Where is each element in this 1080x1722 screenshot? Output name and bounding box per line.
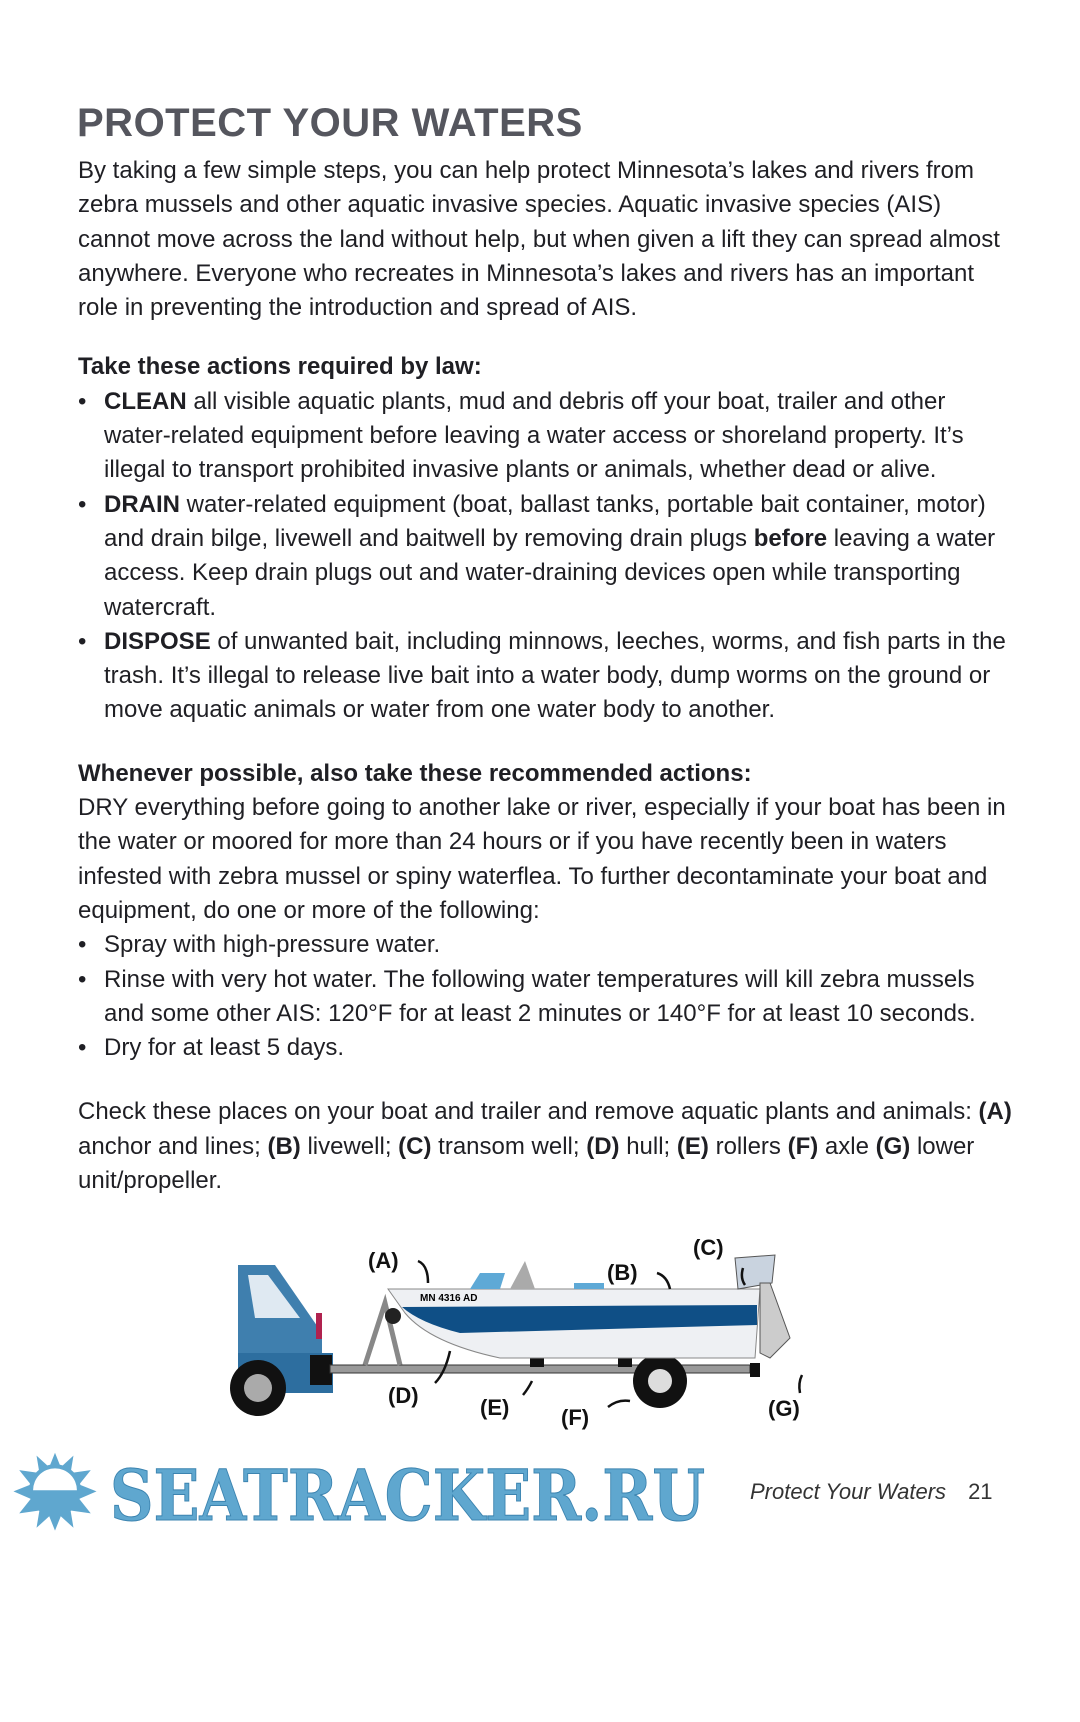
label-c: (C) xyxy=(693,1235,724,1261)
intro-text: By taking a few simple steps, you can help protect Minnesota’s lakes and rivers from zebra mussels and other aquatic invasive species. Aquatic invasive species (AIS) cannot move across the land without help, but when given a lift they can spread almost anywhere. Everyone who recreates in Minnesota’s lakes and rivers has an important role in preventing the introduction and spread of AIS. xyxy=(78,157,1000,322)
required-list xyxy=(78,385,1018,728)
recommended-text: DRY everything before going to another lake or river, especially if your boat has been in the water or moored for more than 24 hours or if you have recently been in waters infested with zebra mussel or spiny waterflea. To further decontaminate your boat and equipment, do one or more of the following: xyxy=(78,794,1006,924)
required-actions xyxy=(78,350,1018,727)
item-lead: CLEAN xyxy=(104,387,187,415)
footer-section-title: Protect Your Waters xyxy=(750,1479,947,1505)
list-item: • Dry for at least 5 days. xyxy=(78,1034,345,1062)
car-illustration xyxy=(230,1265,333,1416)
list-item: • DISPOSE of unwanted bait, including minnows, leeches, worms, and fish parts in the trash. It’s illegal to release live bait into a water body, dump worms on the ground or move aquatic animals or water from one water body to another. xyxy=(78,627,1006,724)
sun-logo-icon xyxy=(10,1447,100,1537)
intro-paragraph xyxy=(78,154,1018,325)
boat-illustration xyxy=(388,1255,790,1358)
item-text: of unwanted bait, including minnows, leeches, worms, and fish parts in the trash. It’s illegal to release live bait into a water body, dump worms on the ground or move aquatic animals or water from one water body to another. xyxy=(104,627,1006,724)
item-text: all visible aquatic plants, mud and debris off your boat, trailer and other water-related equipment before leaving a water access or shoreland property. It’s illegal to transport prohibited invasive plants or animals, whether dead or alive. xyxy=(104,387,964,484)
label-g: (G) xyxy=(768,1396,800,1422)
check-places xyxy=(78,1095,1018,1198)
list-item: • Rinse with very hot water. The following water temperatures will kill zebra mussels and some other AIS: 120°F for at least 2 minutes or 140°F for at least 10 seconds. xyxy=(78,965,976,1027)
label-f: (F) xyxy=(561,1405,590,1431)
recommended-list xyxy=(78,928,1018,1065)
item-lead: DISPOSE xyxy=(104,627,211,655)
list-item: • DRAIN water-related equipment (boat, ballast tanks, portable bait container, motor) and drain bilge, livewell and baitwell by removing drain plugs before leaving a water access. Keep drain plugs out and water-draining devices open while transporting watercraft. xyxy=(78,490,996,621)
boat-trailer-illustration xyxy=(0,1228,1080,1433)
list-item: • Spray with high-pressure water. xyxy=(78,931,441,959)
label-d: (D) xyxy=(388,1383,419,1409)
item-text: leaving a water access. Keep drain plugs out and water-draining devices open while transporting watercraft. xyxy=(104,524,996,621)
label-b: (B) xyxy=(607,1260,638,1286)
list-item: • CLEAN all visible aquatic plants, mud and debris off your boat, trailer and other water-related equipment before leaving a water access or shoreland property. It’s illegal to transport prohibited invasive plants or animals, whether dead or alive. xyxy=(78,387,964,484)
required-heading: Take these actions required by law: xyxy=(78,353,482,381)
recommended-heading: Whenever possible, also take these recommended actions: xyxy=(78,759,752,787)
recommended-actions xyxy=(78,757,1018,1066)
item-lead: DRAIN xyxy=(104,490,180,518)
svg-text:SEATRACKER.RU: SEATRACKER.RU xyxy=(110,1454,705,1538)
item-emphasis: before xyxy=(753,524,828,552)
watermark-logo xyxy=(110,1452,710,1538)
label-e: (E) xyxy=(480,1395,510,1421)
page-title: PROTECT YOUR WATERS xyxy=(77,101,583,145)
item-text: water-related equipment (boat, ballast tanks, portable bait container, motor) and drain bilge, livewell and baitwell by removing drain plugs xyxy=(104,490,986,552)
page-bottom xyxy=(0,1447,1080,1545)
label-a: (A) xyxy=(368,1248,399,1274)
item-text: Spray with high-pressure water. xyxy=(104,931,441,959)
check-text: Check these places on your boat and trailer and remove aquatic plants and animals: (A) anchor and lines; (B) livewell; (C) transom well; (D) hull; (E) rollers (F) axle (G) lower unit/propeller. xyxy=(78,1098,1012,1195)
item-text: Dry for at least 5 days. xyxy=(104,1034,345,1062)
item-text: Rinse with very hot water. The following water temperatures will kill zebra mussels and some other AIS: 120°F for at least 2 minutes or 140°F for at least 10 seconds. xyxy=(104,965,976,1027)
page-number: 21 xyxy=(968,1479,993,1505)
registration-number: MN 4316 AD xyxy=(420,1293,478,1305)
